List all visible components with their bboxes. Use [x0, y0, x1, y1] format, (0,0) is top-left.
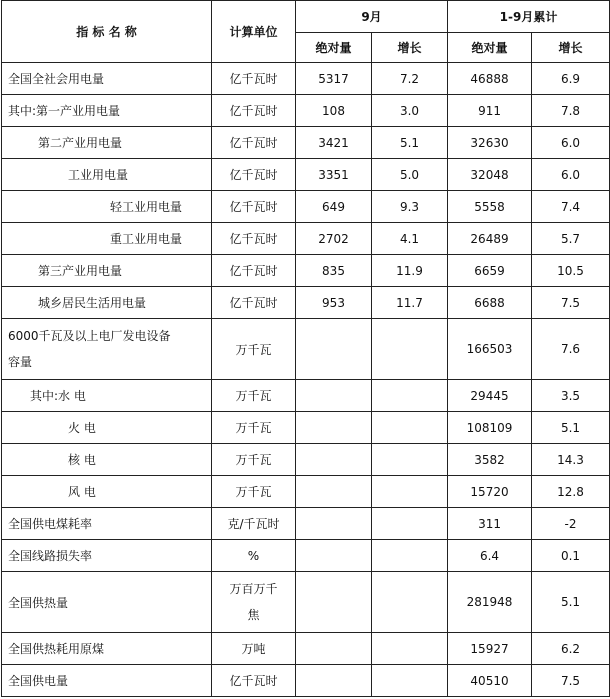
- row-unit: 亿千瓦时: [212, 63, 296, 95]
- row-cumulative-absolute: 3582: [448, 444, 532, 476]
- row-month-absolute: [296, 633, 372, 665]
- header-cumulative-absolute: 绝对量: [448, 33, 532, 63]
- header-indicator: 指 标 名 称: [2, 1, 212, 63]
- row-month-absolute: [296, 412, 372, 444]
- row-name: 工业用电量: [2, 159, 212, 191]
- row-month-growth: [372, 665, 448, 697]
- table-row: [2, 255, 610, 287]
- header-unit: 计算单位: [212, 1, 296, 63]
- row-name: 全国供热量: [2, 572, 212, 633]
- table-row: [2, 95, 610, 127]
- row-cumulative-absolute: 5558: [448, 191, 532, 223]
- row-month-absolute: [296, 665, 372, 697]
- row-name: 第三产业用电量: [2, 255, 212, 287]
- row-unit: 克/千瓦时: [212, 508, 296, 540]
- row-month-absolute: [296, 508, 372, 540]
- row-unit: 万千瓦: [212, 476, 296, 508]
- row-cumulative-absolute: 15720: [448, 476, 532, 508]
- row-cumulative-absolute: 911: [448, 95, 532, 127]
- header-month-growth: 增长: [372, 33, 448, 63]
- row-unit: 亿千瓦时: [212, 287, 296, 319]
- row-name: 其中:第一产业用电量: [2, 95, 212, 127]
- row-cumulative-growth: 5.7: [532, 223, 610, 255]
- row-unit: 亿千瓦时: [212, 95, 296, 127]
- row-cumulative-growth: 6.0: [532, 127, 610, 159]
- table-row: [2, 287, 610, 319]
- row-name: [2, 319, 212, 380]
- row-cumulative-absolute: 40510: [448, 665, 532, 697]
- row-unit: [212, 572, 296, 633]
- row-month-growth: 9.3: [372, 191, 448, 223]
- row-cumulative-growth: 10.5: [532, 255, 610, 287]
- table-row: [2, 127, 610, 159]
- table-row: [2, 633, 610, 665]
- row-name: 全国供电煤耗率: [2, 508, 212, 540]
- row-cumulative-growth: -2: [532, 508, 610, 540]
- row-cumulative-growth: 7.6: [532, 319, 610, 380]
- row-cumulative-growth: 6.0: [532, 159, 610, 191]
- table-row: [2, 665, 610, 697]
- row-month-absolute: [296, 319, 372, 380]
- row-name: 全国全社会用电量: [2, 63, 212, 95]
- row-cumulative-absolute: 166503: [448, 319, 532, 380]
- row-unit: 亿千瓦时: [212, 191, 296, 223]
- row-month-absolute: 108: [296, 95, 372, 127]
- row-month-absolute: [296, 476, 372, 508]
- row-unit: 万千瓦: [212, 319, 296, 380]
- row-month-growth: 11.7: [372, 287, 448, 319]
- row-cumulative-growth: 0.1: [532, 540, 610, 572]
- row-unit: 万吨: [212, 633, 296, 665]
- row-month-growth: [372, 380, 448, 412]
- row-month-absolute: 835: [296, 255, 372, 287]
- row-month-growth: 11.9: [372, 255, 448, 287]
- row-cumulative-growth: 5.1: [532, 412, 610, 444]
- row-month-growth: [372, 633, 448, 665]
- row-cumulative-absolute: 281948: [448, 572, 532, 633]
- row-month-absolute: [296, 540, 372, 572]
- table-row: [2, 508, 610, 540]
- row-cumulative-absolute: 311: [448, 508, 532, 540]
- table-row: [2, 380, 610, 412]
- row-cumulative-absolute: 6688: [448, 287, 532, 319]
- row-month-growth: 7.2: [372, 63, 448, 95]
- row-month-absolute: 2702: [296, 223, 372, 255]
- row-cumulative-absolute: 32630: [448, 127, 532, 159]
- header-cumulative-growth: 增长: [532, 33, 610, 63]
- row-cumulative-absolute: 46888: [448, 63, 532, 95]
- row-month-growth: 5.1: [372, 127, 448, 159]
- table-row: [2, 319, 610, 380]
- row-cumulative-growth: 7.5: [532, 287, 610, 319]
- row-name: 核 电: [2, 444, 212, 476]
- row-cumulative-growth: 12.8: [532, 476, 610, 508]
- table-row: [2, 412, 610, 444]
- row-unit: 亿千瓦时: [212, 127, 296, 159]
- row-cumulative-absolute: 15927: [448, 633, 532, 665]
- row-unit-line1: 万百万千: [229, 582, 278, 596]
- header-month: 9月: [296, 1, 448, 33]
- row-month-growth: [372, 508, 448, 540]
- row-unit: 万千瓦: [212, 380, 296, 412]
- row-cumulative-growth: 3.5: [532, 380, 610, 412]
- row-month-absolute: [296, 380, 372, 412]
- row-name: 风 电: [2, 476, 212, 508]
- row-unit: 万千瓦: [212, 412, 296, 444]
- row-month-growth: 5.0: [372, 159, 448, 191]
- row-cumulative-absolute: 6.4: [448, 540, 532, 572]
- row-cumulative-absolute: 32048: [448, 159, 532, 191]
- table-row: [2, 444, 610, 476]
- row-name: 全国线路损失率: [2, 540, 212, 572]
- row-month-growth: [372, 476, 448, 508]
- row-month-absolute: 3351: [296, 159, 372, 191]
- row-month-growth: [372, 572, 448, 633]
- row-month-absolute: 3421: [296, 127, 372, 159]
- row-month-growth: 3.0: [372, 95, 448, 127]
- row-month-absolute: [296, 572, 372, 633]
- row-name: 火 电: [2, 412, 212, 444]
- row-unit: 亿千瓦时: [212, 255, 296, 287]
- table-row: [2, 191, 610, 223]
- header-month-absolute: 绝对量: [296, 33, 372, 63]
- table-row: [2, 476, 610, 508]
- row-month-growth: [372, 540, 448, 572]
- row-unit-line2: 焦: [247, 608, 260, 622]
- row-cumulative-growth: 7.8: [532, 95, 610, 127]
- row-name: 全国供热耗用原煤: [2, 633, 212, 665]
- electricity-statistics-table: [1, 0, 610, 697]
- row-name: 城乡居民生活用电量: [2, 287, 212, 319]
- row-name: 重工业用电量: [2, 223, 212, 255]
- row-month-growth: 4.1: [372, 223, 448, 255]
- row-month-growth: [372, 319, 448, 380]
- row-month-absolute: 649: [296, 191, 372, 223]
- row-cumulative-absolute: 6659: [448, 255, 532, 287]
- table-row: [2, 572, 610, 633]
- row-cumulative-growth: 6.9: [532, 63, 610, 95]
- row-name: 轻工业用电量: [2, 191, 212, 223]
- row-unit: %: [212, 540, 296, 572]
- row-month-growth: [372, 444, 448, 476]
- row-name: 第二产业用电量: [2, 127, 212, 159]
- row-cumulative-absolute: 108109: [448, 412, 532, 444]
- row-name: 其中:水 电: [2, 380, 212, 412]
- table-row: [2, 223, 610, 255]
- row-month-absolute: 953: [296, 287, 372, 319]
- table-row: [2, 540, 610, 572]
- row-name-line1: 6000千瓦及以上电厂发电设备: [8, 329, 171, 343]
- row-cumulative-absolute: 29445: [448, 380, 532, 412]
- row-name-line2: 容量: [8, 355, 33, 369]
- row-cumulative-growth: 7.5: [532, 665, 610, 697]
- row-month-absolute: 5317: [296, 63, 372, 95]
- row-name: 全国供电量: [2, 665, 212, 697]
- row-cumulative-growth: 6.2: [532, 633, 610, 665]
- row-cumulative-absolute: 26489: [448, 223, 532, 255]
- row-unit: 亿千瓦时: [212, 223, 296, 255]
- row-unit: 亿千瓦时: [212, 665, 296, 697]
- row-month-absolute: [296, 444, 372, 476]
- row-unit: 万千瓦: [212, 444, 296, 476]
- row-unit: 亿千瓦时: [212, 159, 296, 191]
- table-row: [2, 159, 610, 191]
- row-month-growth: [372, 412, 448, 444]
- row-cumulative-growth: 14.3: [532, 444, 610, 476]
- row-cumulative-growth: 7.4: [532, 191, 610, 223]
- row-cumulative-growth: 5.1: [532, 572, 610, 633]
- header-cumulative: 1-9月累计: [448, 1, 610, 33]
- table-row: [2, 63, 610, 95]
